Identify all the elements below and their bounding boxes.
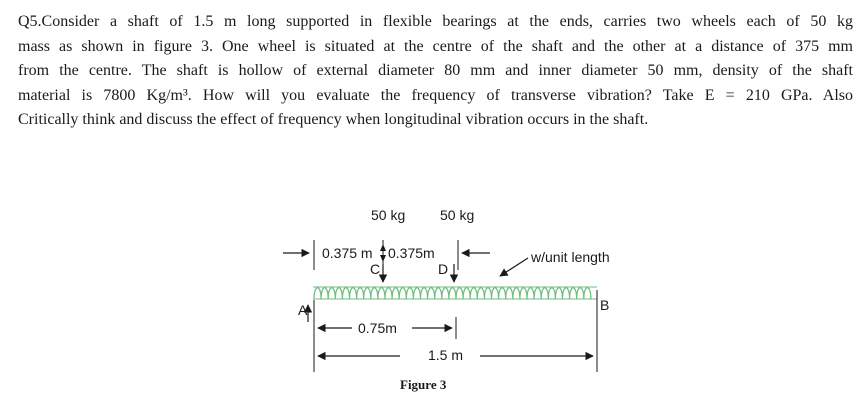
figure-caption: Figure 3 (400, 377, 447, 392)
question-line: mass as shown in figure 3. One wheel is situated at the centre of the shaft and the other at a distance of 375 mm (18, 37, 853, 55)
udl-label: w/unit length (531, 249, 610, 265)
support-a-label: A (298, 302, 308, 318)
shaft-coil (314, 288, 591, 299)
question-line: Q5.Consider a shaft of 1.5 m long supported in flexible bearings at the ends, carries two wheels each of 50 kg (18, 13, 853, 30)
mass-label-right: 50 kg (440, 207, 475, 223)
question-line: Critically think and discuss the effect of frequency when longitudinal vibration occurs in the shaft. (18, 111, 649, 129)
dim-label-left: 0.375 m (322, 245, 373, 261)
dim-tick-down (380, 255, 386, 262)
support-b-label: B (600, 297, 610, 313)
point-d-label: D (438, 261, 449, 277)
udl-pointer (500, 258, 528, 276)
point-c-label: C (370, 261, 381, 277)
mass-label-left: 50 kg (371, 207, 406, 223)
half-dim-label: 0.75m (358, 320, 397, 336)
total-dim-label: 1.5 m (428, 347, 464, 363)
question-line: from the centre. The shaft is hollow of external diameter 80 mm and inner diameter 50 mm, density of the shaft (18, 62, 853, 80)
dim-label-right: 0.375m (388, 245, 435, 261)
dim-tick-up (380, 244, 386, 251)
question-line: material is 7800 Kg/m³. How will you evaluate the frequency of transverse vibration? Take E = 210 GPa. Also (18, 86, 853, 104)
